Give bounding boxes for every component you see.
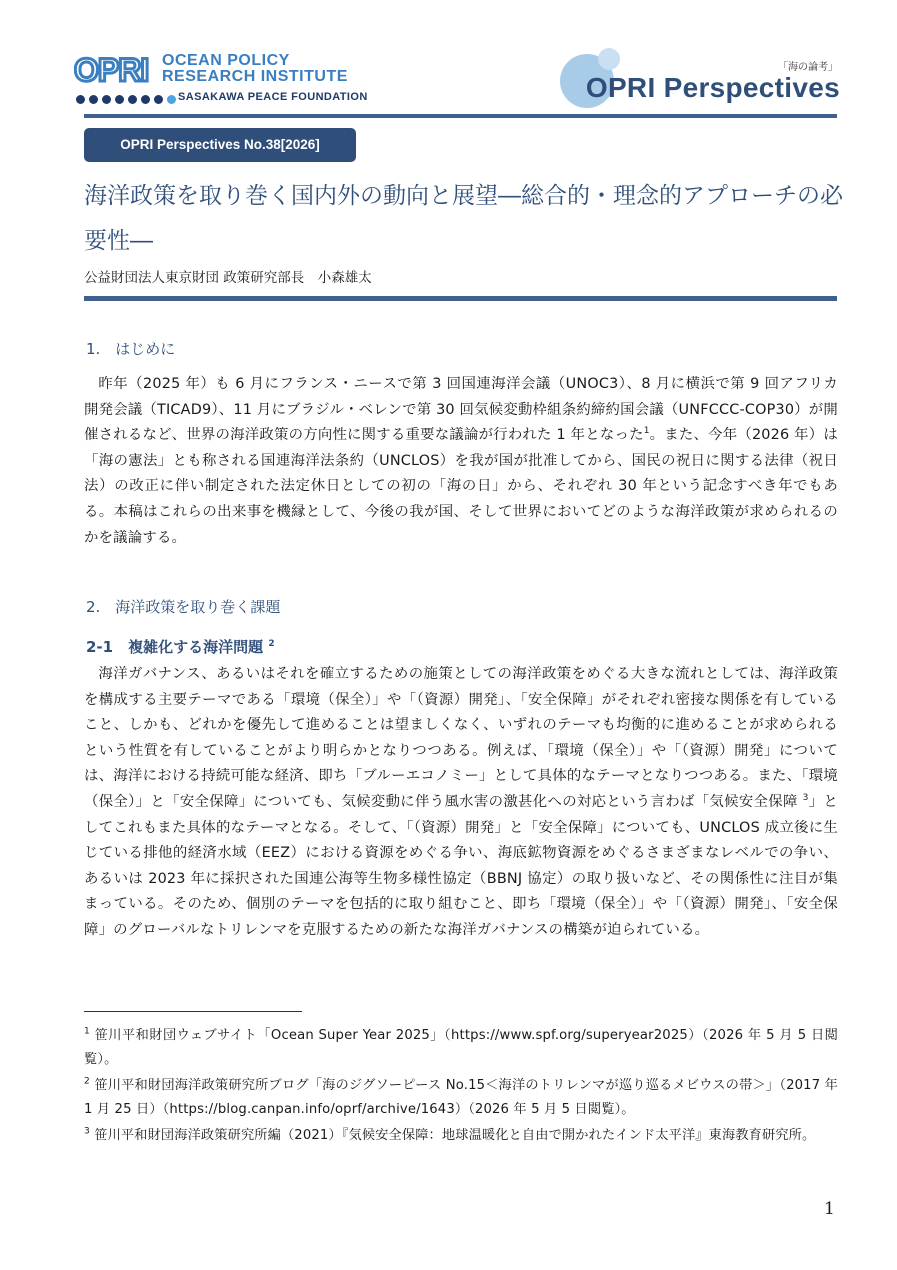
complex-text-b: 」としてこれもまた具体的なテーマとなる。そして、「（資源）開発」と「安全保障」についても、UNCLOS 成立後に生じている排他的経済水域（EEZ）における資源をめぐる争い、海底鉱物資源をめぐるさまざまなレベルでの争い、あるいは 2023 年に採択された国連公海等生物多様性協定（BBNJ 協定）の取り扱いなど、その関係性に注目が集まっている。そのため、個別のテーマを包括的に取り組むこと、即ち「環境（保全）」や「（資源）開発」、「安全保障」のグローバルなトリレンマを克服するための新たな海洋ガバナンスの構築が迫られている。 bbox=[84, 793, 838, 938]
author-line: 公益財団法人東京財団 政策研究部長 小森雄太 bbox=[84, 270, 372, 286]
footnote-1 bbox=[84, 1024, 838, 1072]
opri-logo-mark-text: OPRI bbox=[74, 52, 149, 86]
complex-issues-paragraph bbox=[84, 662, 838, 944]
logo-dot-icon bbox=[102, 95, 111, 104]
logo-dot-icon bbox=[89, 95, 98, 104]
title-divider bbox=[84, 296, 837, 301]
page-title: 海洋政策を取り巻く国内外の動向と展望―総合的・理念的アプローチの必要性― bbox=[84, 183, 843, 254]
brand-small-circle-icon bbox=[598, 48, 620, 70]
opri-logo bbox=[74, 50, 394, 110]
footnote-number: 2 bbox=[84, 1076, 90, 1087]
header-divider bbox=[84, 114, 837, 118]
footnote-number: 3 bbox=[84, 1126, 90, 1137]
logo-dot-icon bbox=[154, 95, 163, 104]
logo-dot-icon bbox=[76, 95, 85, 104]
section-heading-introduction: 1. はじめに bbox=[86, 340, 176, 358]
org-name-line1: OCEAN POLICY bbox=[162, 52, 290, 69]
footnote-number: 1 bbox=[84, 1026, 90, 1037]
subsection-heading-text: 2-1 複雑化する海洋問題 bbox=[86, 638, 264, 656]
series-brand bbox=[556, 48, 846, 112]
logo-dots bbox=[76, 93, 176, 105]
opri-logo-mark-icon bbox=[74, 52, 154, 86]
intro-text-b: 。また、今年（2026 年）は「海の憲法」とも称される国連海洋法条約（UNCLOS）を我が国が批准してから、国民の祝日に関する法律（祝日法）の改正に伴い制定された法定休日としての初の「海の日」から、それぞれ 30 年という記念すべき年でもある。本稿はこれらの出来事を機縁として、今後の我が国、そして世界においてどのような海洋政策が求められるのかを議論する。 bbox=[84, 427, 838, 546]
logo-dot-accent-icon bbox=[167, 95, 176, 104]
subsection-heading-complex-issues bbox=[86, 636, 275, 657]
footnote-text: 笹川平和財団ウェブサイト「Ocean Super Year 2025」（https://www.spf.org/superyear2025）（2026 年 5 月 5 日閲覧）。 bbox=[84, 1028, 838, 1067]
footnote-ref-3[interactable]: 3 bbox=[802, 793, 809, 804]
page-number: 1 bbox=[824, 1199, 835, 1219]
org-name-line2: RESEARCH INSTITUTE bbox=[162, 68, 348, 85]
introduction-paragraph bbox=[84, 372, 838, 551]
series-tag: 「海の論考」 bbox=[778, 62, 838, 73]
footnote-text: 笹川平和財団海洋政策研究所編（2021）『気候安全保障：地球温暖化と自由で開かれたインド太平洋』東海教育研究所。 bbox=[94, 1128, 816, 1143]
footnote-ref-2[interactable]: 2 bbox=[268, 639, 275, 649]
footnote-text: 笹川平和財団海洋政策研究所ブログ「海のジグソーピース No.15＜海洋のトリレンマが巡り巡るメビウスの帯＞」（2017 年 1 月 25 日）（https://blog.canpan.info/oprf/archive/1643）（2026 年 5 月 5 日閲覧）。 bbox=[84, 1078, 838, 1117]
logo-dot-icon bbox=[141, 95, 150, 104]
series-brand-name: OPRI Perspectives bbox=[585, 72, 840, 103]
intro-text-a: 昨年（2025 年）も 6 月にフランス・ニースで第 3 回国連海洋会議（UNOC3）、8 月に横浜で第 9 回アフリカ開発会議（TICAD9）、11 月にブラジル・ベレンで第 30 回気候変動枠組条約締約国会議（UNFCCC-COP30）が開催されるなど、世界の海洋政策の方向性に関する重要な議論が行われた 1 年となった bbox=[84, 376, 838, 444]
footnote-2 bbox=[84, 1074, 838, 1122]
section-heading-issues: 2. 海洋政策を取り巻く課題 bbox=[86, 598, 281, 616]
logo-dot-icon bbox=[128, 95, 137, 104]
foundation-name: SASAKAWA PEACE FOUNDATION bbox=[178, 91, 368, 103]
logo-dot-icon bbox=[115, 95, 124, 104]
complex-text-a: 海洋ガバナンス、あるいはそれを確立するための施策としての海洋政策をめぐる大きな流れとしては、海洋政策を構成する主要テーマである「環境（保全）」や「（資源）開発」、「安全保障」がそれぞれ密接な関係を有していること、しかも、どれかを優先して進めることは望ましくなく、いずれのテーマも均衡的に進めることが求められるという性質を有していることがより明らかとなりつつある。例えば、「環境（保全）」や「（資源）開発」については、海洋における持続可能な経済、即ち「ブルーエコノミー」として具体的なテーマとなりつつある。また、「環境（保全）」と「安全保障」についても、気候変動に伴う風水害の激甚化への対応という言わば「気候安全保障 bbox=[84, 666, 838, 810]
issue-badge: OPRI Perspectives No.38[2026] bbox=[84, 128, 356, 162]
footnote-3 bbox=[84, 1124, 838, 1148]
footnote-ref-1[interactable]: 1 bbox=[643, 426, 650, 437]
footnote-divider bbox=[84, 1011, 302, 1012]
